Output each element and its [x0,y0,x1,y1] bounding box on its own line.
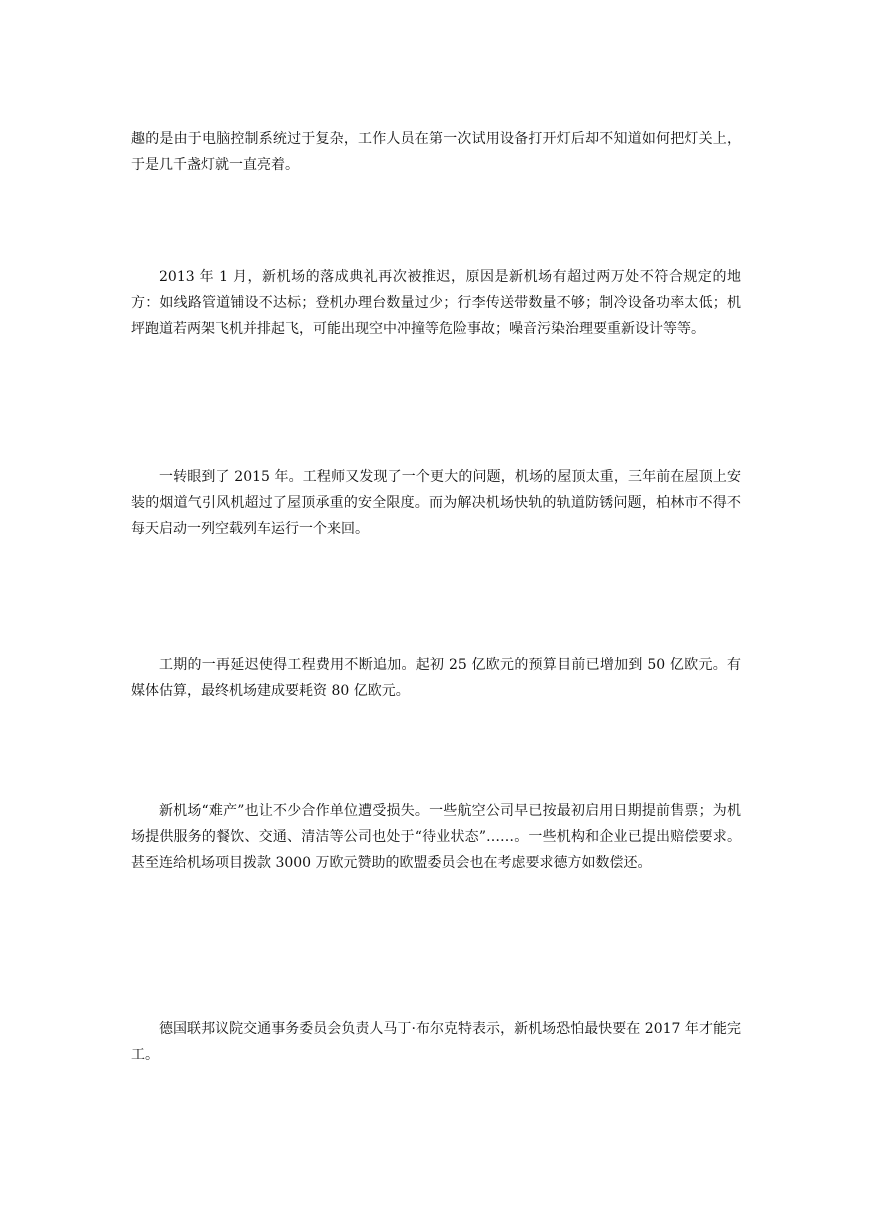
paragraph-4: 工期的一再延迟使得工程费用不断追加。起初 25 亿欧元的预算目前已增加到 50 亿欧元。有媒体估算，最终机场建成要耗资 80 亿欧元。 [131,657,741,699]
paragraph-1: 趣的是由于电脑控制系统过于复杂，工作人员在第一次试用设备打开灯后却不知道如何把灯关上，于是几千盏灯就一直亮着。 [131,131,741,173]
paragraph-6: 德国联邦议院交通事务委员会负责人马丁·布尔克特表示，新机场恐怕最快要在 2017 年才能完工。 [131,1021,741,1063]
paragraph-3: 一转眼到了 2015 年。工程师又发现了一个更大的问题，机场的屋顶太重，三年前在屋顶上安装的烟道气引风机超过了屋顶承重的安全限度。而为解决机场快轨的轨道防锈问题，柏林市不得不每天启动一列空载列车运行一个来回。 [131,469,741,537]
paragraph-5: 新机场“难产”也让不少合作单位遭受损失。一些航空公司早已按最初启用日期提前售票；为机场提供服务的餐饮、交通、清洁等公司也处于“待业状态”……。一些机构和企业已提出赔偿要求。甚至连给机场项目拨款 3000 万欧元赞助的欧盟委员会也在考虑要求德方如数偿还。 [131,803,741,871]
paragraph-2: 2013 年 1 月，新机场的落成典礼再次被推迟，原因是新机场有超过两万处不符合规定的地方：如线路管道铺设不达标；登机办理台数量过少；行李传送带数量不够；制冷设备功率太低；机坪跑道若两架飞机并排起飞，可能出现空中冲撞等危险事故；噪音污染治理要重新设计等等。 [131,269,741,337]
